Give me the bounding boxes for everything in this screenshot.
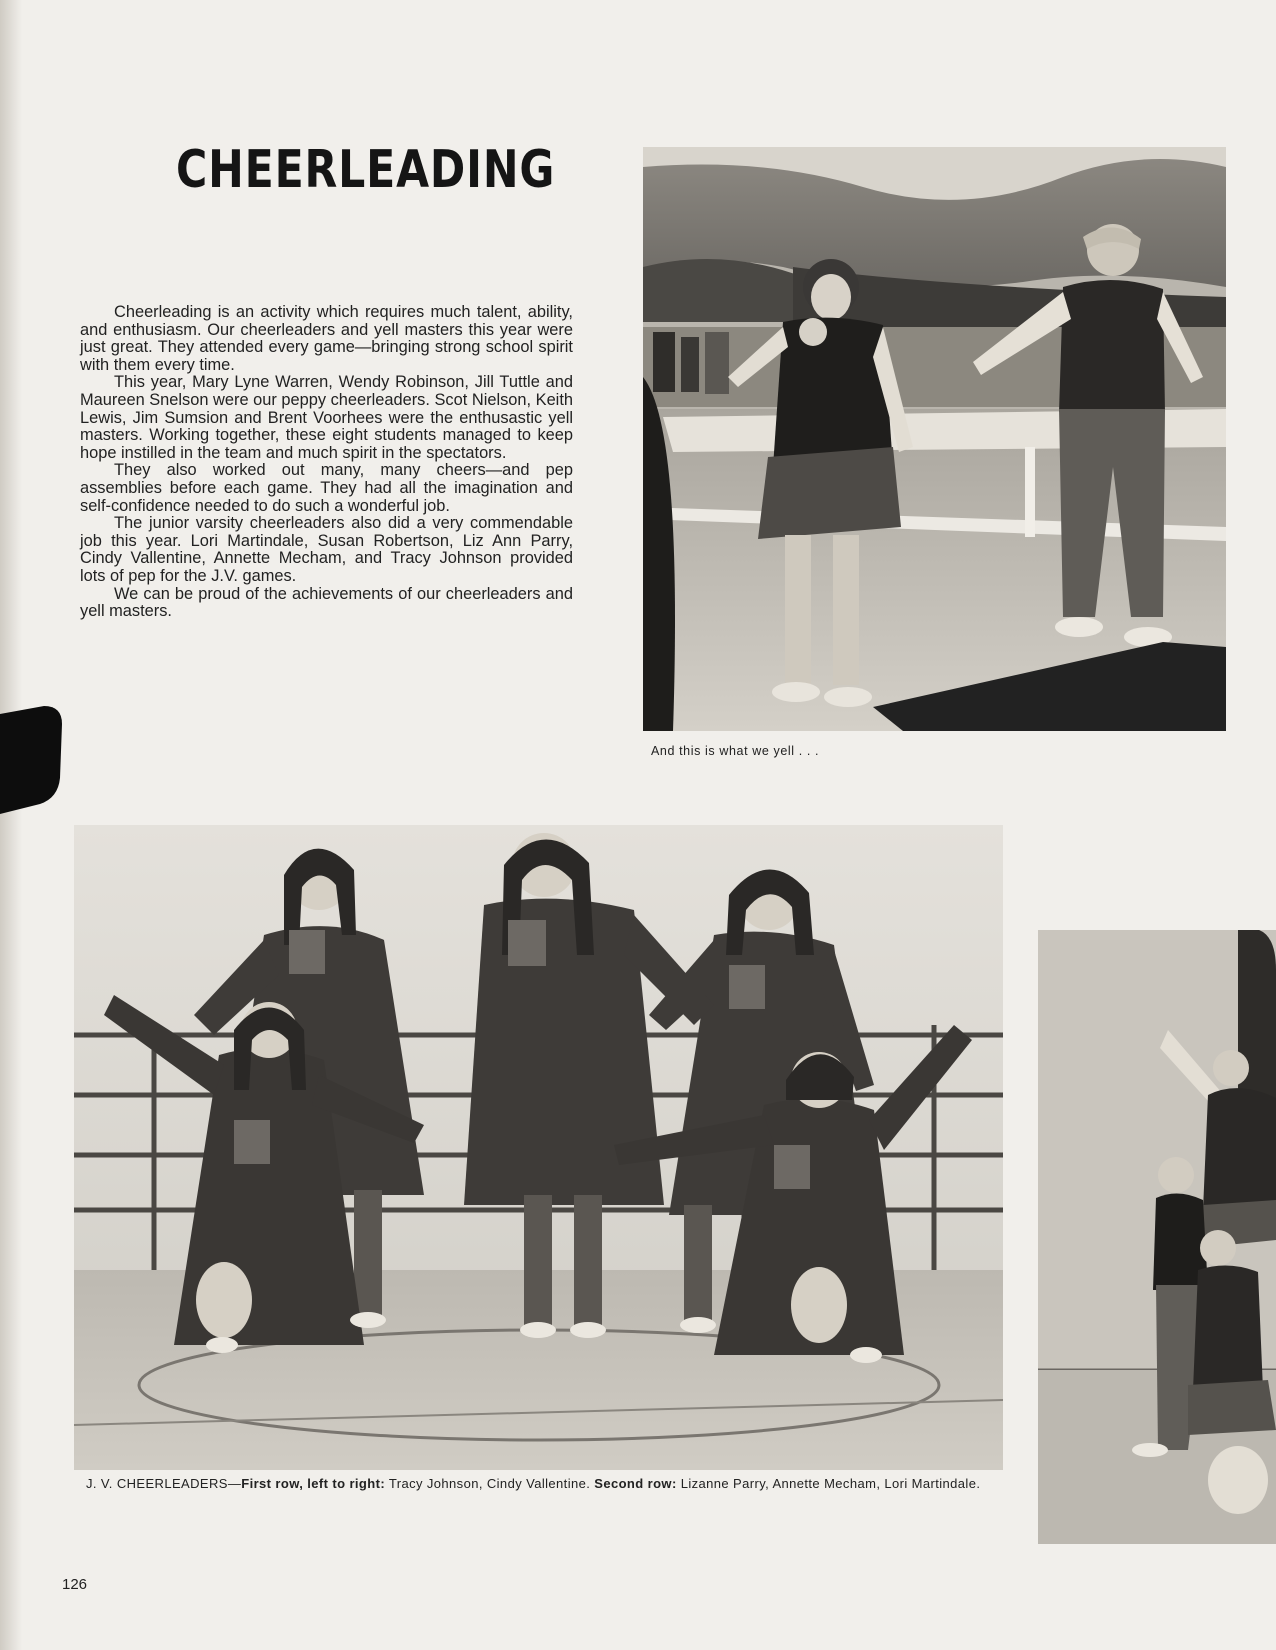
- caption-row1-names: Tracy Johnson, Cindy Vallentine.: [385, 1476, 595, 1491]
- article-paragraph: The junior varsity cheerleaders also did a very commendable job this year. Lori Martindale, Susan Robertson, Liz Ann Parry, Cindy Vallentine, Annette Mecham, and Tracy Johnson provided lots of pep for the J.V. games.: [80, 514, 573, 585]
- article-paragraph: They also worked out many, many cheers—and pep assemblies before each game. They had all the imagination and self-confidence needed to do such a wonderful job.: [80, 461, 573, 515]
- caption-label: J. V. CHEERLEADERS—: [86, 1476, 242, 1491]
- photo-caption-main: [86, 1477, 986, 1490]
- page-number: 126: [62, 1576, 88, 1593]
- page-gutter-shadow: [0, 0, 22, 1650]
- page-title: CHEERLEADING: [176, 140, 556, 200]
- article-paragraph: This year, Mary Lyne Warren, Wendy Robinson, Jill Tuttle and Maureen Snelson were our peppy cheerleaders. Scot Nielson, Keith Lewis, Jim Sumsion and Brent Voorhees were the enthusastic yell masters. Working together, these eight students managed to keep hope instilled in the team and much spirit in the spectators.: [80, 373, 573, 462]
- jv-cheerleaders-photo: [74, 825, 1003, 1470]
- binder-clip: [0, 706, 64, 814]
- article-body: [80, 304, 573, 621]
- photo-caption: And this is what we yell . . .: [651, 744, 820, 758]
- caption-row2-names: Lizanne Parry, Annette Mecham, Lori Martindale.: [676, 1476, 981, 1491]
- article-paragraph: We can be proud of the achievements of our cheerleaders and yell masters.: [80, 584, 573, 621]
- yell-masters-photo: [643, 147, 1226, 731]
- pyramid-photo: [1038, 930, 1276, 1544]
- article-paragraph: Cheerleading is an activity which requires much talent, ability, and enthusiasm. Our cheerleaders and yell masters this year were just great. They attended every game—bringing strong school spirit with them every time.: [80, 303, 573, 374]
- caption-row1-label: First row, left to right:: [241, 1476, 386, 1491]
- caption-row2-label: Second row:: [594, 1476, 677, 1491]
